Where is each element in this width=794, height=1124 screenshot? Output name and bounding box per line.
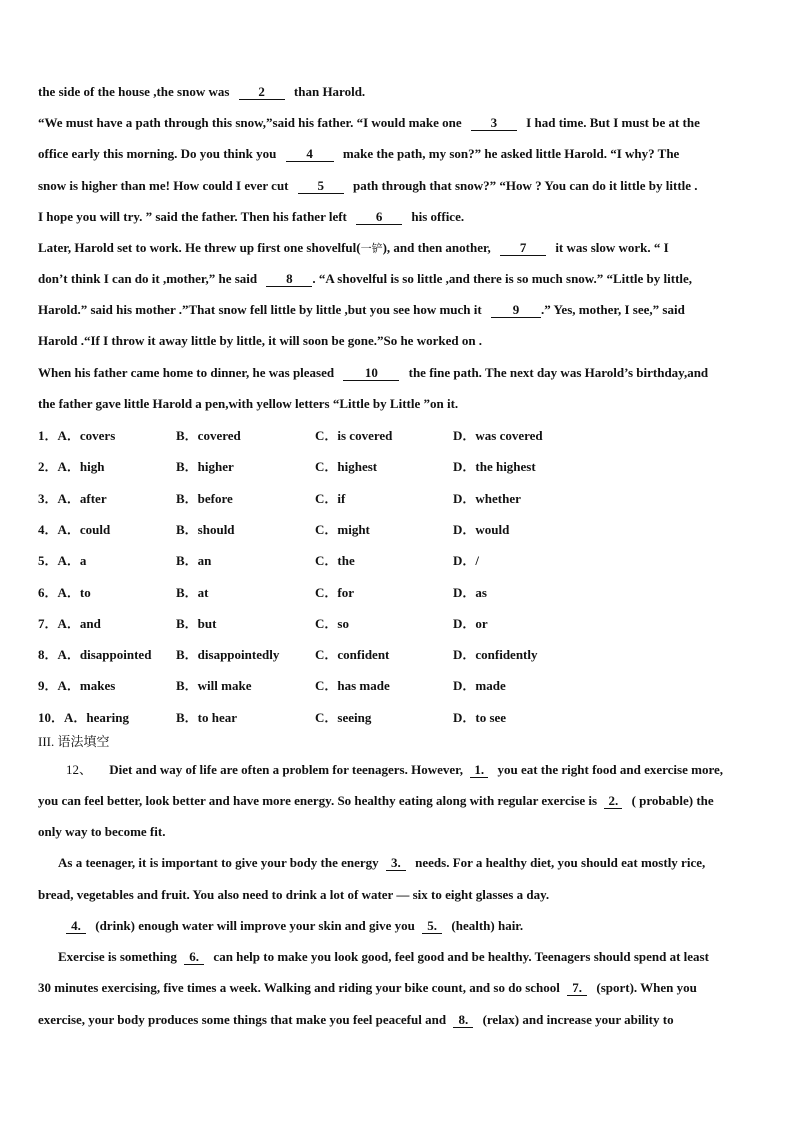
passage-text: the fine path. The next day was Harold’s birthday,and [408,365,709,380]
option-d[interactable]: D．made [453,678,506,694]
passage-text: I hope you will try. ” said the father. Then his father left [38,209,347,224]
passage-line [38,333,482,349]
option-c[interactable]: C．seeing [315,709,372,725]
option-c[interactable]: C．might [315,521,370,537]
grammar-line [66,762,723,778]
passage-line [38,209,464,225]
passage-line [38,178,698,194]
option-a[interactable]: 4．A．could [38,521,111,537]
grammar-text: ( probable) the [631,793,714,808]
grammar-text: Exercise is something [58,949,177,964]
blank-7[interactable]: 7 [500,241,546,256]
option-b[interactable]: B．will make [176,678,252,694]
option-b[interactable]: B．higher [176,459,234,475]
option-a[interactable]: 10．A．hearing [38,709,130,725]
option-d[interactable]: D．the highest [453,459,536,475]
option-c[interactable]: C．is covered [315,428,393,443]
option-d[interactable]: D．/ [453,553,480,569]
grammar-line [38,793,714,809]
passage-line [38,302,685,318]
option-b[interactable]: B．covered [176,428,241,443]
option-c[interactable]: C．for [315,584,354,600]
passage-text: don’t think I can do it ,mother,” he said [38,271,258,286]
passage-line [38,84,365,100]
option-c[interactable]: C．highest [315,459,378,475]
grammar-text: As a teenager, it is important to give your body the energy [58,855,379,870]
grammar-blank-4[interactable]: 4. [66,919,86,934]
passage-text: “We must have a path through this snow,”said his father. “I would make one [38,115,462,130]
blank-9[interactable]: 9 [491,303,541,318]
grammar-text: you can feel better, look better and have more energy. So healthy eating along with regular exercise is [38,793,598,808]
grammar-text: (sport). When you [596,980,697,995]
option-d[interactable]: D．or [453,615,488,631]
passage-text: office early this morning. Do you think you [38,146,277,161]
option-d[interactable]: D．would [453,521,510,537]
passage-text: When his father came home to dinner, he was pleased [38,365,335,380]
option-b[interactable]: B．before [176,490,233,506]
passage-text: snow is higher than me! How could I ever cut [38,178,289,193]
grammar-blank-6[interactable]: 6. [184,950,204,965]
grammar-blank-1[interactable]: 1. [470,763,488,778]
passage-text: I had time. But I must be at the [526,115,700,130]
passage-text: ), and then another, [382,240,491,255]
passage-line [38,365,708,381]
option-d[interactable]: D．whether [453,490,521,506]
grammar-line [38,824,165,840]
option-b[interactable]: B．should [176,521,235,537]
option-a[interactable]: 9．A．makes [38,678,116,694]
option-a[interactable]: 2．A．high [38,459,105,475]
option-d[interactable]: D．to see [453,709,507,725]
grammar-blank-7[interactable]: 7. [567,981,587,996]
grammar-text: (health) hair. [451,918,524,933]
grammar-text: (relax) and increase your ability to [482,1012,674,1027]
option-b[interactable]: B．at [176,584,209,600]
passage-text: the father gave little Harold a pen,with yellow letters “Little by Little ”on it. [38,396,459,411]
question-number: 12、 [66,762,93,777]
passage-text: .” Yes, mother, I see,” said [540,302,685,317]
option-a[interactable]: 5．A．a [38,553,87,569]
option-d[interactable]: D．was covered [453,428,543,443]
grammar-line [58,855,705,871]
option-c[interactable]: C．if [315,490,346,506]
option-c[interactable]: C．has made [315,678,390,694]
grammar-line [38,887,549,903]
option-c[interactable]: C．confident [315,647,390,663]
option-d[interactable]: D．as [453,584,487,600]
passage-text: Later, Harold set to work. He threw up first one shovelful( [38,240,361,255]
option-c[interactable]: C．so [315,615,349,631]
option-a[interactable]: 7．A．and [38,615,101,631]
passage-text: it was slow work. “ I [555,240,669,255]
option-b[interactable]: B．an [176,553,212,569]
grammar-text: needs. For a healthy diet, you should eat mostly rice, [415,855,706,870]
passage-text: than Harold. [293,84,366,99]
passage-text: the side of the house ,the snow was [38,84,230,99]
grammar-text: (drink) enough water will improve your skin and give you [95,918,415,933]
passage-text: Harold .“If I throw it away little by little, it will soon be gone.”So he worked on . [38,333,483,348]
passage-text: his office. [411,209,465,224]
chinese-gloss: 一铲 [360,242,383,255]
grammar-blank-8[interactable]: 8. [453,1013,473,1028]
grammar-line [38,1012,674,1028]
grammar-text: bread, vegetables and fruit. You also need to drink a lot of water — six to eight glasses a day. [38,887,550,902]
blank-4[interactable]: 4 [286,147,334,162]
passage-text: . “A shovelful is so little ,and there is so much snow.” “Little by little, [312,271,693,286]
blank-6[interactable]: 6 [356,210,402,225]
section-title: III. 语法填空 [38,734,110,749]
option-a[interactable]: 3．A．after [38,490,107,506]
grammar-line [66,918,523,934]
grammar-text: can help to make you look good, feel good and be healthy. Teenagers should spend at least [213,949,709,964]
blank-10[interactable]: 10 [343,366,399,381]
grammar-text: exercise, your body produces some things that make you feel peaceful and [38,1012,447,1027]
option-d[interactable]: D．confidently [453,647,538,663]
passage-text: make the path, my son?” he asked little Harold. “I why? The [342,146,680,161]
option-a[interactable]: 8．A．disappointed [38,647,152,663]
blank-5[interactable]: 5 [298,179,344,194]
grammar-line [58,949,709,965]
grammar-blank-3[interactable]: 3. [386,856,406,871]
grammar-text: only way to become fit. [38,824,166,839]
passage-text: Harold.” said his mother .”That snow fell little by little ,but you see how much it [38,302,482,317]
option-a[interactable]: 1．A．covers [38,428,116,443]
passage-line [38,146,679,162]
option-b[interactable]: B．to hear [176,709,238,725]
option-b[interactable]: B．but [176,615,217,631]
blank-3[interactable]: 3 [471,116,517,131]
grammar-blank-5[interactable]: 5. [422,919,442,934]
option-a[interactable]: 6．A．to [38,584,91,600]
grammar-blank-2[interactable]: 2. [604,794,622,809]
passage-text: path through that snow?” “How ? You can do it little by little . [353,178,698,193]
passage-line [38,396,458,412]
blank-2[interactable]: 2 [239,85,285,100]
grammar-text: Diet and way of life are often a problem for teenagers. However, [109,762,463,777]
blank-8[interactable]: 8 [266,272,312,287]
passage-line [38,271,692,287]
passage-line [38,115,700,131]
option-b[interactable]: B．disappointedly [176,647,280,663]
passage-line [38,240,669,257]
grammar-line [38,980,697,996]
grammar-text: 30 minutes exercising, five times a week. Walking and riding your bike count, and so do school [38,980,560,995]
option-c[interactable]: C．the [315,553,355,569]
grammar-text: you eat the right food and exercise more, [497,762,724,777]
